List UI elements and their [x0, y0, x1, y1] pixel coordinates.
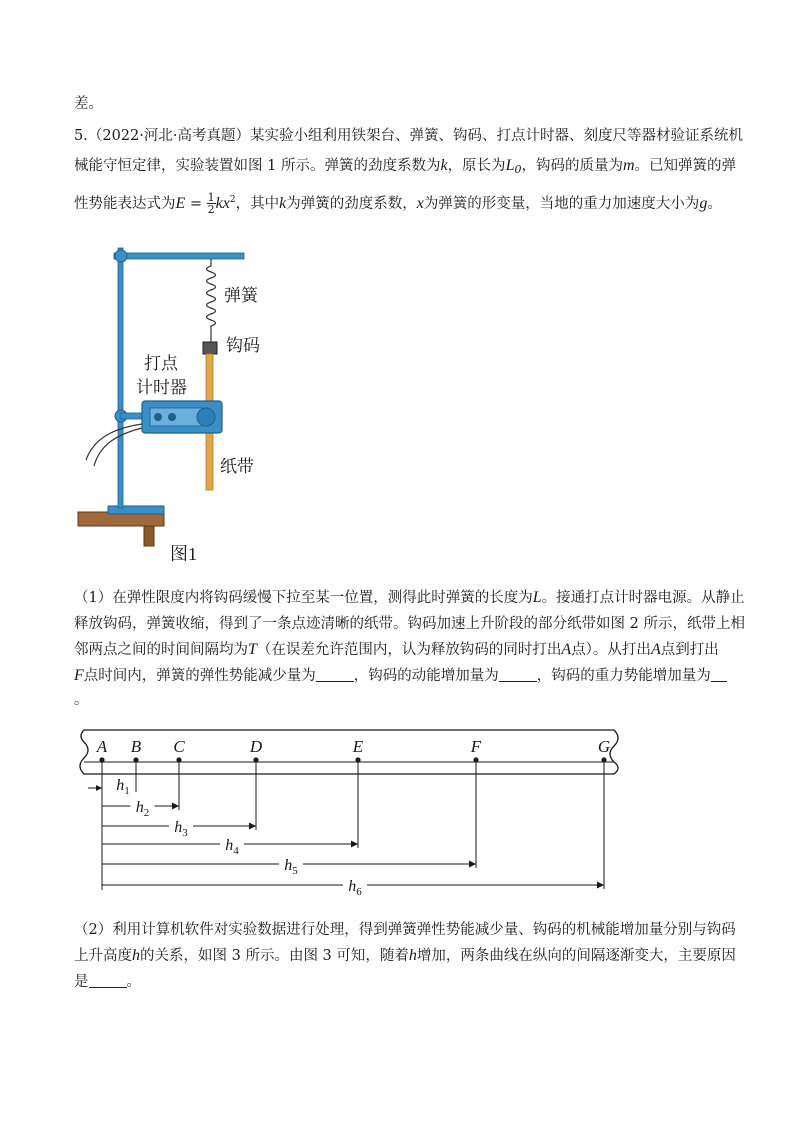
tape-point-label-f: F — [470, 737, 482, 756]
h-label-1: $h_1$ — [116, 777, 130, 797]
h-label-2: $h_2$ — [135, 799, 150, 819]
stand-base — [108, 506, 164, 514]
stand-rod — [118, 248, 123, 508]
p1-line-4: F点时间内，弹簧的弹性势能减少量为 ，钩码的动能增加量为 ，钩码的重力势能增加量为 — [74, 666, 734, 686]
p1-line-5: 。 — [74, 692, 89, 708]
label-spring: 弹簧 — [224, 286, 258, 305]
answer-blank-2[interactable] — [499, 667, 537, 682]
tape-point-label-e: E — [352, 737, 364, 756]
label-timer-2: 计时器 — [136, 378, 187, 397]
power-cable — [86, 424, 142, 460]
figure-2-tape — [74, 722, 634, 900]
p2-line-3: 是 。 — [74, 974, 141, 990]
answer-blank-4[interactable] — [89, 973, 127, 988]
tape-outline — [80, 730, 618, 774]
hook-weight — [203, 342, 217, 354]
p2-line-1: （2）利用计算机软件对实验数据进行处理，得到弹簧弹性势能减少量、钩码的机械能增加量分别与钩码 — [74, 922, 736, 938]
tape-point-label-a: A — [96, 737, 108, 756]
h-label-5: $h_5$ — [284, 857, 298, 877]
timer-disc — [197, 408, 215, 426]
label-weight: 钩码 — [226, 336, 260, 355]
label-tape: 纸带 — [220, 457, 254, 476]
tape-point-label-c: C — [173, 737, 185, 756]
tape-point-label-d: D — [249, 737, 263, 756]
top-clamp — [115, 250, 127, 262]
q5-line-1: 5.（2022·河北·高考真题）某实验小组利用铁架台、弹簧、钩码、打点计时器、刻度尺等器材验证系统机 — [74, 128, 743, 144]
p1-line-3: 邻两点之间的时间间隔均为T（在误差允许范围内，认为释放钩码的同时打出A点）。从打出A点到打出 — [74, 641, 719, 658]
h-label-4: $h_4$ — [225, 837, 239, 857]
figure-1-apparatus — [74, 238, 314, 568]
p1-line-2: 释放钩码，弹簧收缩，得到了一条点迹清晰的纸带。钩码加速上升阶段的部分纸带如图 2 所示，纸带上相 — [74, 616, 745, 632]
answer-blank-3[interactable] — [711, 667, 727, 682]
q5-line-2: 械能守恒定律，实验装置如图 1 所示。弹簧的劲度系数为k，原长为$L_0$，钩码的质量为m。已知弹簧的弹 — [74, 157, 737, 176]
p1-line-1: （1）在弹性限度内将钩码缓慢下拉至某一位置，测得此时弹簧的长度为L。接通打点计时器电源。从静止 — [74, 589, 745, 606]
q5-line-3: 性势能表达式为E = $\frac{1}{2}$ $kx^2$，其中k为弹簧的劲度系数，x为弹簧的形变量，当地的重力加速度大小为g。 — [74, 191, 722, 217]
answer-blank-1[interactable] — [316, 667, 354, 682]
p2-line-2: 上升高度h的关系，如图 3 所示。由图 3 可知，随着h增加，两条曲线在纵向的间隔逐渐变大，主要原因 — [74, 947, 736, 964]
tape-point-label-b: B — [130, 737, 142, 756]
tape-point-label-g: G — [597, 737, 611, 756]
table-leg — [144, 526, 154, 546]
figure-1-caption: 图1 — [170, 544, 197, 564]
label-timer-1: 打点 — [144, 354, 178, 373]
top-arm — [114, 253, 244, 259]
h-label-3: $h_3$ — [174, 819, 188, 839]
prev-question-fragment: 差。 — [74, 96, 103, 112]
spring — [207, 259, 216, 334]
h-label-6: $h_6$ — [348, 878, 362, 898]
fraction-half: $\frac{1}{2}$ — [207, 191, 215, 217]
